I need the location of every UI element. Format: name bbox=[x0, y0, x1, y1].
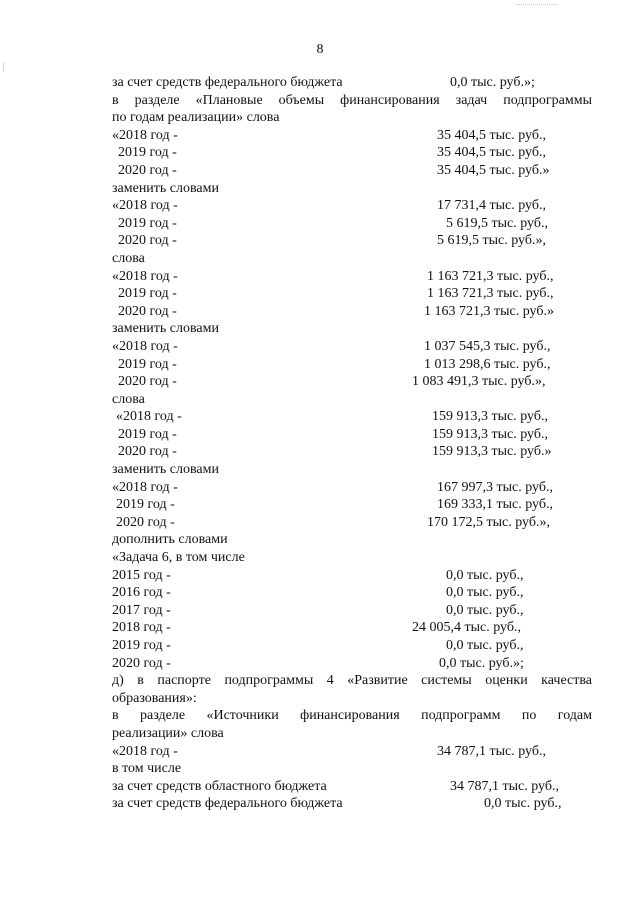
paragraph bbox=[112, 707, 592, 742]
line-label: «2018 год - bbox=[112, 198, 178, 214]
line-label: за счет средств федерального бюджета bbox=[112, 75, 343, 90]
line-label: «2018 год - bbox=[116, 409, 182, 425]
document-line bbox=[112, 655, 592, 673]
document-line bbox=[112, 443, 592, 461]
document-line bbox=[112, 567, 592, 585]
document-line bbox=[112, 74, 592, 92]
document-line bbox=[112, 549, 592, 567]
amount-value: 35 404,5 тыс. руб., bbox=[437, 145, 546, 161]
document-line bbox=[112, 619, 592, 637]
document-line bbox=[112, 760, 592, 778]
amount-value: 167 997,3 тыс. руб., bbox=[437, 479, 553, 495]
paragraph-first-line: д) в паспорте подпрограммы 4 «Развитие системы оценки качества bbox=[112, 673, 592, 689]
line-label: «2018 год - bbox=[112, 127, 178, 143]
paragraph-first-line: в разделе «Источники финансирования подпрограмм по годам bbox=[112, 708, 592, 724]
line-label: 2017 год - bbox=[112, 602, 171, 618]
document-line bbox=[112, 197, 592, 215]
paragraph bbox=[112, 672, 592, 707]
line-label: 2015 год - bbox=[112, 567, 171, 583]
line-label: 2020 год - bbox=[118, 303, 177, 319]
paragraph-continuation: реализации» слова bbox=[112, 725, 224, 741]
document-line bbox=[112, 514, 592, 532]
page-number: 8 bbox=[316, 42, 324, 57]
document-line bbox=[112, 320, 592, 338]
amount-value: 34 787,1 тыс. руб., bbox=[437, 743, 546, 759]
document-line bbox=[112, 162, 592, 180]
line-label: 2019 год - bbox=[116, 497, 175, 513]
document-line bbox=[112, 303, 592, 321]
line-label: 2019 год - bbox=[118, 356, 177, 372]
line-label: «2018 год - bbox=[112, 743, 178, 759]
document-line bbox=[112, 584, 592, 602]
document-body bbox=[112, 74, 592, 813]
amount-value: 0,0 тыс. руб., bbox=[446, 585, 524, 601]
line-label: 2020 год - bbox=[118, 233, 177, 249]
paragraph-continuation: образования»: bbox=[112, 690, 197, 706]
line-label: 2019 год - bbox=[118, 286, 177, 302]
amount-value: 1 163 721,3 тыс. руб., bbox=[427, 268, 554, 284]
document-line bbox=[112, 215, 592, 233]
amount-value: 170 172,5 тыс. руб.», bbox=[427, 514, 550, 530]
line-label: дополнить словами bbox=[112, 532, 228, 548]
line-label: 2020 год - bbox=[118, 444, 177, 460]
paragraph bbox=[112, 92, 592, 127]
line-label: 2016 год - bbox=[112, 585, 171, 601]
amount-value: 35 404,5 тыс. руб.» bbox=[437, 162, 550, 178]
line-label: «2018 год - bbox=[112, 338, 178, 354]
line-label: 2020 год - bbox=[116, 514, 175, 530]
document-line bbox=[112, 180, 592, 198]
line-label: заменить словами bbox=[112, 180, 219, 196]
line-label: за счет средств федерального бюджета bbox=[112, 796, 343, 812]
paragraph-first-line: в разделе «Плановые объемы финансирования задач подпрограммы bbox=[112, 92, 592, 108]
amount-value: 0,0 тыс. руб., bbox=[484, 796, 562, 812]
amount-value: 1 083 491,3 тыс. руб.», bbox=[412, 374, 546, 390]
paragraph-continuation: по годам реализации» слова bbox=[112, 110, 280, 126]
amount-value: 5 619,5 тыс. руб.», bbox=[437, 233, 546, 249]
line-label: «2018 год - bbox=[112, 268, 178, 284]
line-label: слова bbox=[112, 391, 145, 407]
amount-value: 5 619,5 тыс. руб., bbox=[446, 215, 548, 231]
amount-value: 0,0 тыс. руб., bbox=[446, 567, 524, 583]
line-label: за счет средств областного бюджета bbox=[112, 778, 327, 794]
amount-value: 1 163 721,3 тыс. руб., bbox=[427, 286, 554, 302]
document-line bbox=[112, 373, 592, 391]
document-line bbox=[112, 426, 592, 444]
document-line bbox=[112, 285, 592, 303]
amount-value: 0,0 тыс. руб., bbox=[446, 602, 524, 618]
document-line bbox=[112, 531, 592, 549]
line-label: 2019 год - bbox=[118, 215, 177, 231]
line-label: слова bbox=[112, 250, 145, 266]
scan-margin-mark bbox=[3, 62, 4, 72]
document-line bbox=[112, 391, 592, 409]
amount-value: 1 163 721,3 тыс. руб.» bbox=[424, 303, 554, 319]
document-line bbox=[112, 778, 592, 796]
line-label: «Задача 6, в том числе bbox=[112, 550, 245, 566]
scan-edge-mark bbox=[516, 4, 556, 6]
document-line bbox=[112, 268, 592, 286]
document-line bbox=[112, 461, 592, 479]
amount-value: 17 731,4 тыс. руб., bbox=[437, 198, 546, 214]
amount-value: 24 005,4 тыс. руб., bbox=[412, 620, 521, 636]
document-line bbox=[112, 637, 592, 655]
line-label: 2020 год - bbox=[118, 162, 177, 178]
document-line bbox=[112, 602, 592, 620]
line-label: 2020 год - bbox=[118, 374, 177, 390]
line-label: 2019 год - bbox=[118, 426, 177, 442]
amount-value: 0,0 тыс. руб., bbox=[446, 638, 524, 653]
document-line bbox=[112, 408, 592, 426]
document-line bbox=[112, 127, 592, 145]
line-label: заменить словами bbox=[112, 462, 219, 478]
document-line bbox=[112, 743, 592, 761]
amount-value: 34 787,1 тыс. руб., bbox=[450, 778, 559, 794]
line-label: заменить словами bbox=[112, 321, 219, 337]
line-label: «2018 год - bbox=[112, 479, 178, 495]
document-line bbox=[112, 795, 592, 813]
line-label: 2018 год - bbox=[112, 620, 171, 636]
document-line bbox=[112, 496, 592, 514]
document-line bbox=[112, 479, 592, 497]
line-label: 2020 год - bbox=[112, 655, 171, 671]
line-label: в том числе bbox=[112, 761, 182, 777]
amount-value: 159 913,3 тыс. руб., bbox=[432, 409, 548, 425]
amount-value: 169 333,1 тыс. руб., bbox=[437, 497, 553, 513]
document-line bbox=[112, 144, 592, 162]
line-label: 2019 год - bbox=[112, 638, 171, 653]
amount-value: 1 037 545,3 тыс. руб., bbox=[424, 338, 551, 354]
document-line bbox=[112, 250, 592, 268]
amount-value: 0,0 тыс. руб.»; bbox=[439, 655, 524, 671]
amount-value: 159 913,3 тыс. руб.» bbox=[432, 444, 552, 460]
document-line bbox=[112, 356, 592, 374]
amount-value: 35 404,5 тыс. руб., bbox=[437, 127, 546, 143]
amount-value: 1 013 298,6 тыс. руб., bbox=[424, 356, 551, 372]
line-label: 2019 год - bbox=[118, 145, 177, 161]
amount-value: 0,0 тыс. руб.»; bbox=[450, 75, 535, 90]
amount-value: 159 913,3 тыс. руб., bbox=[432, 426, 548, 442]
document-line bbox=[112, 338, 592, 356]
document-line bbox=[112, 232, 592, 250]
